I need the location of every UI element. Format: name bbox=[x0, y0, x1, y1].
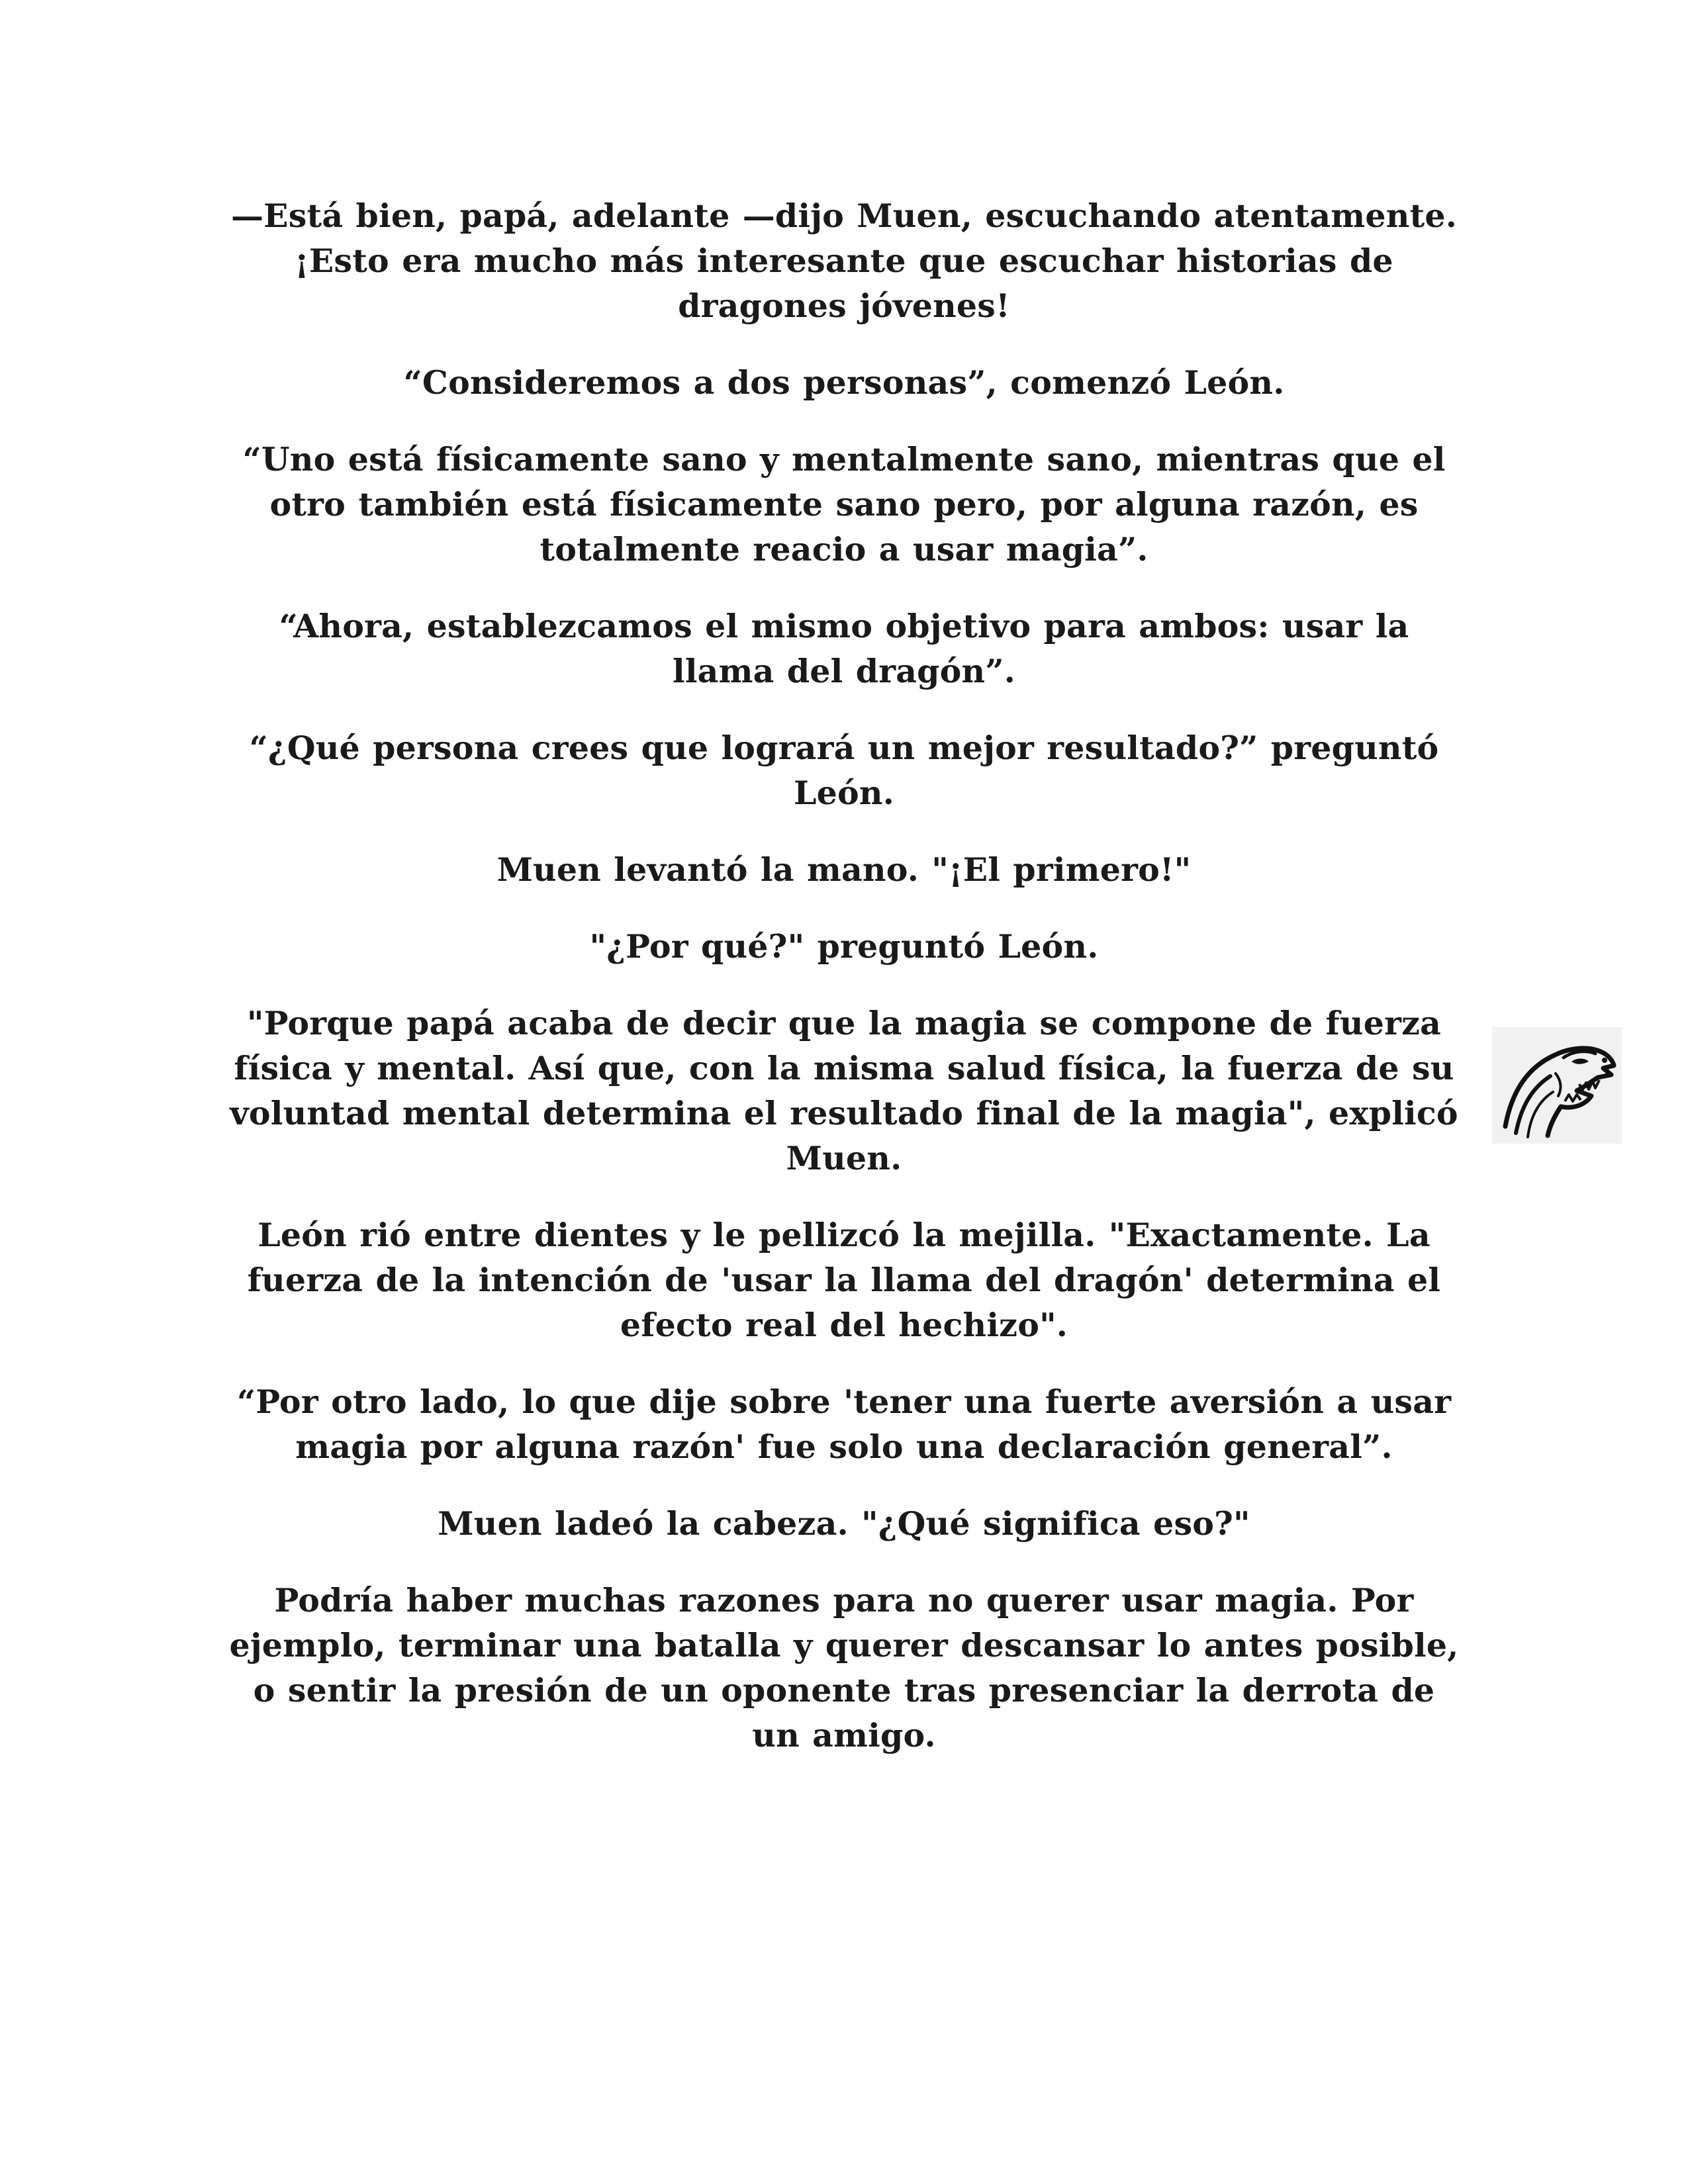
paragraph-5: “¿Qué persona crees que logrará un mejor resultado?” preguntó León. bbox=[249, 729, 1439, 812]
paragraph-7: "¿Por qué?" preguntó León. bbox=[589, 927, 1099, 966]
paragraph-1: —Está bien, papá, adelante —dijo Muen, escuchando atentamente. ¡Esto era mucho más interesante que escuchar historias de dragones jóvenes! bbox=[230, 197, 1458, 325]
paragraph-2: “Consideremos a dos personas”, comenzó León. bbox=[403, 363, 1285, 402]
paragraph-6: Muen levantó la mano. "¡El primero!" bbox=[496, 850, 1192, 889]
paragraph-9: León rió entre dientes y le pellizcó la mejilla. "Exactamente. La fuerza de la intención de 'usar la llama del dragón' determina el efecto real del hechizo". bbox=[247, 1216, 1441, 1344]
dragon-head-icon bbox=[1492, 1027, 1622, 1144]
paragraph-8: "Porque papá acaba de decir que la magia se compone de fuerza física y mental. Así que, con la misma salud física, la fuerza de su voluntad mental determina el resultado final de la magia", explicó Muen. bbox=[230, 1004, 1458, 1177]
paragraph-4: “Ahora, establezcamos el mismo objetivo para ambos: usar la llama del dragón”. bbox=[279, 607, 1409, 690]
paragraph-3: “Uno está físicamente sano y mentalmente sano, mientras que el otro también está físicamente sano pero, por alguna razón, es totalmente reacio a usar magia”. bbox=[242, 440, 1446, 569]
text-column bbox=[225, 193, 1463, 1790]
paragraph-11: Muen ladeó la cabeza. "¿Qué significa eso?" bbox=[438, 1504, 1250, 1543]
paragraph-12: Podría haber muchas razones para no querer usar magia. Por ejemplo, terminar una batalla y querer descansar lo antes posible, o sentir la presión de un oponente tras presenciar la derrota de un amigo. bbox=[229, 1581, 1459, 1754]
paragraph-10: “Por otro lado, lo que dije sobre 'tener una fuerte aversión a usar magia por alguna razón' fue solo una declaración general”. bbox=[236, 1383, 1452, 1466]
